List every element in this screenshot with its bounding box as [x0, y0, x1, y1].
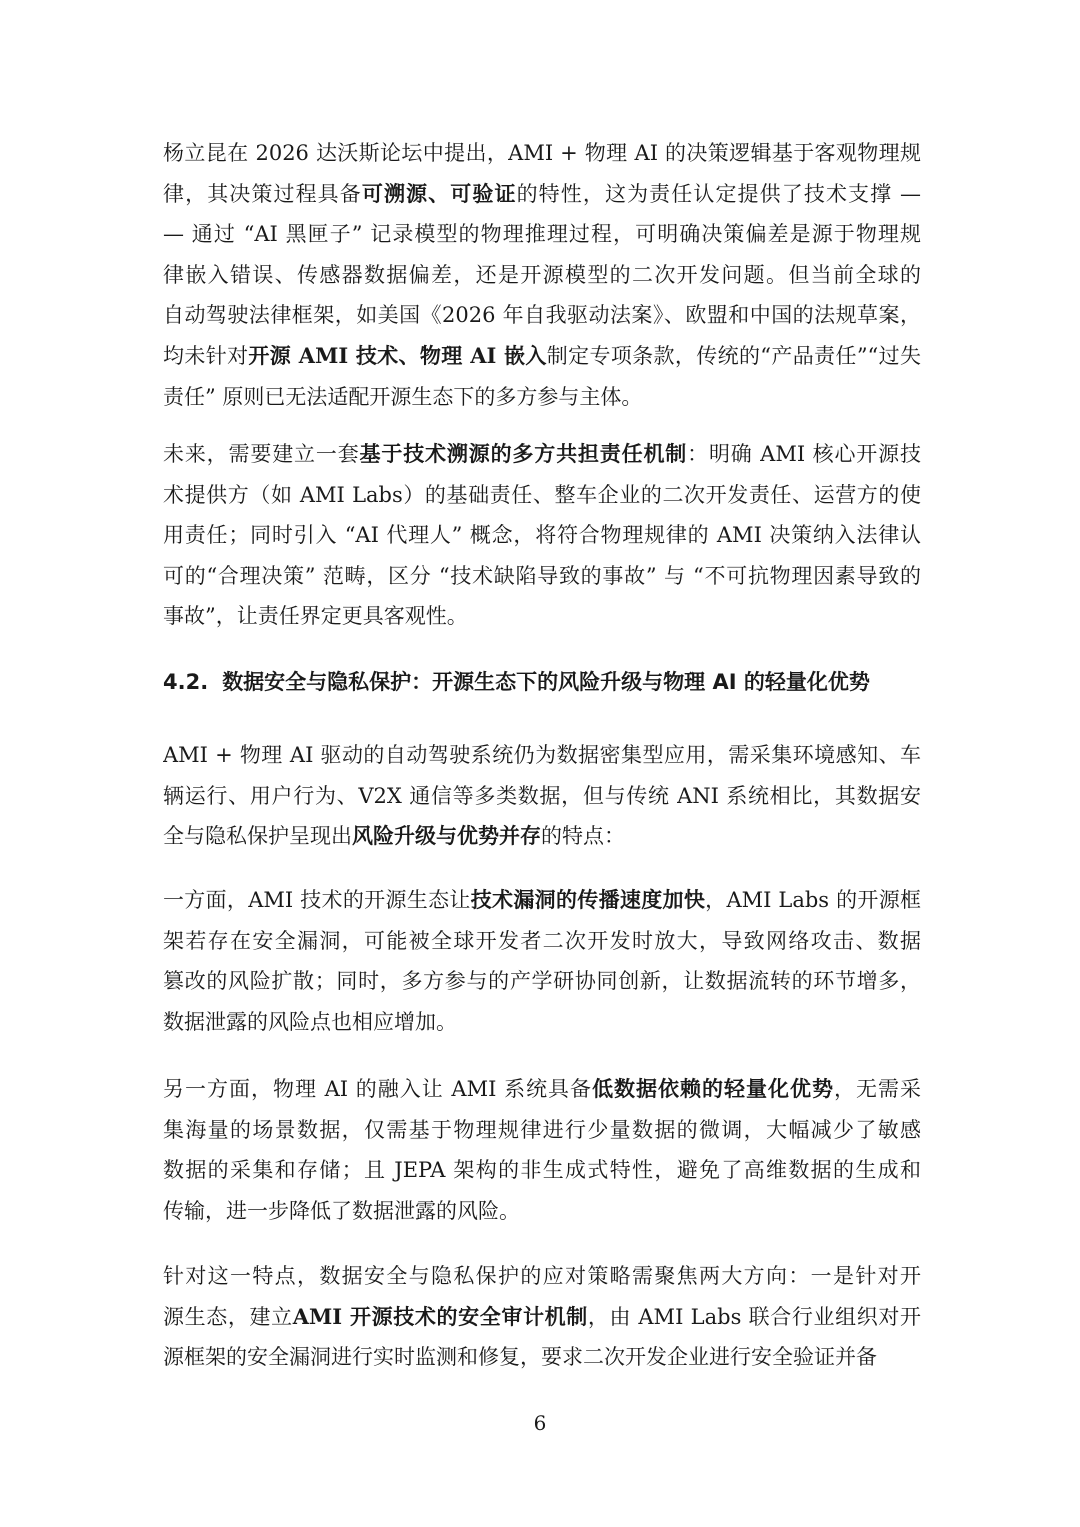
paragraph-liability-future: [163, 434, 921, 637]
text-line: [163, 776, 921, 817]
text-line: [163, 556, 921, 597]
text-run: AMI + 物理 AI 驱动的自动驾驶系统仍为数据密集型应用，需采集环境感知、车: [163, 743, 921, 767]
text-run: 篡改的风险扩散；同时，多方参与的产学研协同创新，让数据流转的环节增多，: [163, 969, 921, 994]
text-run: 的特点：: [541, 824, 625, 849]
text-line: [163, 377, 921, 418]
text-line: [163, 1069, 921, 1110]
text-line: [163, 336, 921, 377]
text-line: [163, 174, 921, 215]
text-line: [163, 1337, 921, 1378]
text-run: 事故”，让责任界定更具客观性。: [163, 604, 468, 629]
text-run: 全与隐私保护呈现出: [163, 824, 352, 849]
text-run: 一方面，AMI 技术的开源生态让: [163, 888, 471, 912]
text-run: 自动驾驶法律框架，如美国《2026 年自我驱动法案》、欧盟和中国的法规草案，: [163, 303, 921, 328]
text-run: ，无需采: [834, 1077, 921, 1101]
text-run: 律嵌入错误、传感器数据偏差，还是开源模型的二次开发问题。但当前全球的: [163, 262, 921, 287]
text-line: [163, 434, 921, 475]
bold-emphasis: 开源 AMI 技术、物理 AI 嵌入: [248, 342, 547, 368]
text-run: 数据的采集和存储；且 JEPA 架构的非生成式特性，避免了高维数据的生成和: [163, 1158, 921, 1183]
bold-emphasis: 基于技术溯源的多方共担责任机制: [359, 441, 688, 466]
text-run: 可的“合理决策” 范畴，区分 “技术缺陷导致的事故” 与 “不可抗物理因素导致的: [163, 563, 921, 588]
text-line: [163, 214, 921, 255]
text-line: [163, 1110, 921, 1151]
text-run: ：明确 AMI 核心开源技: [687, 442, 921, 466]
text-run: 源框架的安全漏洞进行实时监测和修复，要求二次开发企业进行安全验证并备: [163, 1345, 877, 1370]
page-number: 6: [533, 1411, 547, 1435]
text-run: 的特性，这为责任认定提供了技术支撑 —: [516, 181, 921, 206]
text-line: [163, 295, 921, 336]
paragraph-data-security-intro: [163, 735, 921, 857]
paragraph-lightweight-advantage: [163, 1069, 921, 1231]
text-line: [163, 1297, 921, 1338]
text-run: 数据泄露的风险点也相应增加。: [163, 1009, 457, 1034]
text-run: 辆运行、用户行为、V2X 通信等多类数据，但与传统 ANI 系统相比，其数据安: [163, 783, 921, 808]
section-title: 数据安全与隐私保护：开源生态下的风险升级与物理 AI 的轻量化优势: [222, 670, 870, 694]
paragraph-liability-current: [163, 133, 921, 417]
text-line: [163, 880, 921, 921]
bold-emphasis: 技术漏洞的传播速度加快: [470, 887, 706, 912]
text-line: [163, 133, 921, 174]
text-line: [163, 515, 921, 556]
text-run: 律，其决策过程具备: [163, 181, 362, 206]
section-number: 4.2.: [163, 670, 209, 694]
text-line: [163, 1150, 921, 1191]
text-run: 源生态，建立: [163, 1304, 293, 1329]
text-line: [163, 475, 921, 516]
text-run: 术提供方（如 AMI Labs）的基础责任、整车企业的二次开发责任、运营方的使: [163, 482, 921, 507]
text-run: 杨立昆在 2026 达沃斯论坛中提出，AMI + 物理 AI 的决策逻辑基于客观物理规: [163, 141, 921, 165]
text-run: 制定专项条款，传统的“产品责任”“过失: [546, 343, 921, 368]
bold-emphasis: 低数据依赖的轻量化优势: [592, 1076, 835, 1101]
text-run: 传输，进一步降低了数据泄露的风险。: [163, 1198, 520, 1223]
bold-emphasis: AMI 开源技术的安全审计机制: [292, 1303, 588, 1329]
paragraph-countermeasures: [163, 1256, 921, 1378]
text-line: [163, 961, 921, 1002]
bold-emphasis: 风险升级与优势并存: [352, 823, 541, 849]
paragraph-open-source-risk: [163, 880, 921, 1042]
text-line: [163, 1256, 921, 1297]
text-run: 未来，需要建立一套: [163, 442, 360, 466]
text-run: 架若存在安全漏洞，可能被全球开发者二次开发时放大，导致网络攻击、数据: [163, 928, 921, 953]
text-run: — 通过 “AI 黑匣子” 记录模型的物理推理过程，可明确决策偏差是源于物理规: [163, 222, 921, 247]
text-line: [163, 255, 921, 296]
text-run: 责任” 原则已无法适配开源生态下的多方参与主体。: [163, 384, 643, 409]
text-run: ，由 AMI Labs 联合行业组织对开: [587, 1304, 921, 1329]
section-heading: [163, 662, 923, 702]
text-run: 用责任；同时引入 “AI 代理人” 概念，将符合物理规律的 AMI 决策纳入法律认: [163, 523, 921, 548]
text-run: ，AMI Labs 的开源框: [705, 888, 921, 912]
text-run: 针对这一特点，数据安全与隐私保护的应对策略需聚焦两大方向：一是针对开: [163, 1264, 921, 1288]
text-run: 均未针对: [163, 343, 249, 368]
text-line: [163, 735, 921, 776]
text-line: [163, 1191, 921, 1232]
bold-emphasis: 可溯源、可验证: [361, 180, 517, 206]
text-line: [163, 921, 921, 962]
text-run: 集海量的场景数据，仅需基于物理规律进行少量数据的微调，大幅减少了敏感: [163, 1117, 921, 1142]
text-line: [163, 816, 921, 857]
text-run: 另一方面，物理 AI 的融入让 AMI 系统具备: [163, 1077, 593, 1101]
text-line: [163, 1002, 921, 1043]
text-line: [163, 596, 921, 637]
